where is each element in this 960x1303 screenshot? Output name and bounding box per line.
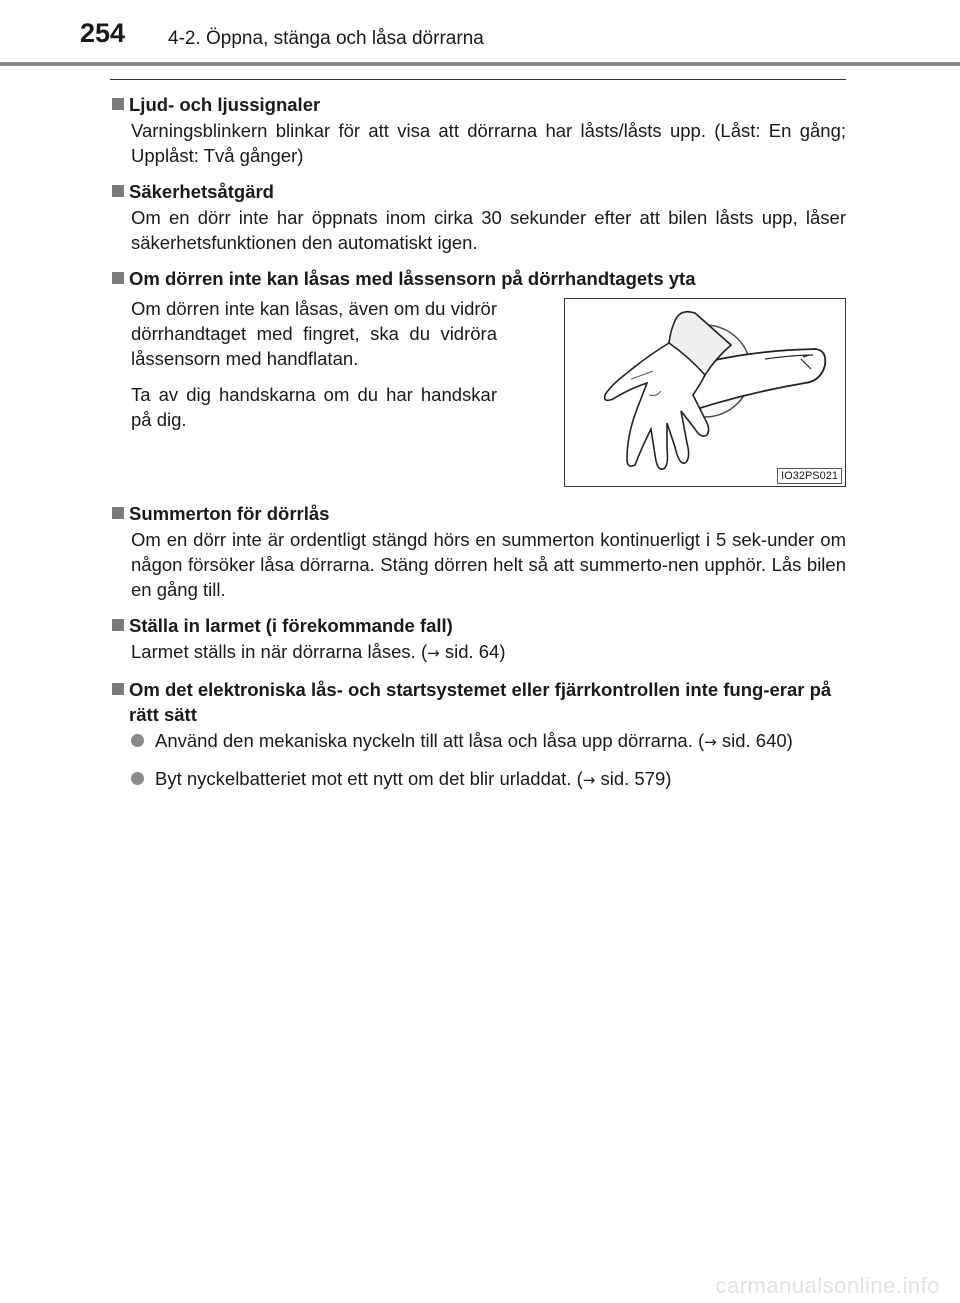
section-smart-key-malfunction — [110, 677, 846, 793]
section-heading: Ställa in larmet (i förekommande fall) — [110, 613, 846, 638]
text-span: Använd den mekaniska nyckeln till att låsa och låsa upp dörrarna. ( — [155, 730, 705, 751]
section-sound-light-signals — [110, 92, 846, 168]
page-reference[interactable]: sid. 64) — [444, 641, 506, 662]
page-content — [110, 92, 846, 804]
hand-on-handle-drawing — [565, 299, 844, 485]
content-rule — [110, 79, 846, 80]
paragraph: Om dörren inte kan låsas, även om du vidrör dörrhandtaget med fingret, ska du vidröra låssensorn med handflatan. — [131, 298, 497, 369]
header-rule — [0, 62, 960, 66]
section-safety-measure — [110, 179, 846, 255]
text-span: Byt nyckelbatteriet mot ett nytt om det blir urladdat. ( — [155, 768, 583, 789]
arrow-icon: → — [582, 771, 596, 789]
section-door-lock-buzzer — [110, 501, 846, 602]
section-text — [110, 639, 846, 666]
section-alarm — [110, 613, 846, 666]
text-span: Larmet ställs in när dörrarna låses. ( — [131, 641, 428, 662]
section-heading: Om det elektroniska lås- och startsystemet eller fjärrkontrollen inte fung-erar på rätt sätt — [110, 677, 846, 727]
page-number: 254 — [80, 18, 126, 48]
section-text: Om en dörr inte är ordentligt stängd hörs en summerton kontinuerligt i 5 sek-under om någon försöker låsa dörrarna. Stäng dörren helt så att summerto-nen upphör. Lås bilen en gång till. — [131, 529, 846, 600]
page-reference[interactable]: sid. 640) — [721, 730, 793, 751]
paragraph: Ta av dig handskarna om du har handskar på dig. — [131, 384, 497, 430]
door-handle-illustration — [564, 298, 846, 487]
figure-row — [110, 296, 846, 487]
arrow-icon: → — [427, 644, 440, 662]
section-heading: Om dörren inte kan låsas med låssensorn på dörrhandtagets yta — [110, 266, 846, 291]
section-heading: Ljud- och ljussignaler — [110, 92, 846, 117]
arrow-icon: → — [704, 733, 717, 751]
section-lock-sensor — [110, 266, 846, 487]
chapter-title: 4-2. Öppna, stänga och låsa dörrarna — [168, 28, 484, 49]
watermark: carmanualsonline.info — [715, 1273, 940, 1298]
bullet-item — [110, 728, 846, 755]
section-text: Om en dörr inte har öppnats inom cirka 30 sekunder efter att bilen låsts upp, låser säkerhetsfunktionen den automatiskt igen. — [131, 207, 846, 253]
section-text: Varningsblinkern blinkar för att visa att dörrarna har låsts/låsts upp. (Låst: En gång; Upplåst: Två gånger) — [131, 120, 846, 166]
figure-code: IO32PS021 — [777, 468, 842, 484]
section-heading: Säkerhetsåtgärd — [110, 179, 846, 204]
bullet-item — [110, 766, 846, 793]
page-reference[interactable]: sid. 579) — [600, 768, 672, 789]
figure-text — [110, 296, 497, 487]
section-heading: Summerton för dörrlås — [110, 501, 846, 526]
